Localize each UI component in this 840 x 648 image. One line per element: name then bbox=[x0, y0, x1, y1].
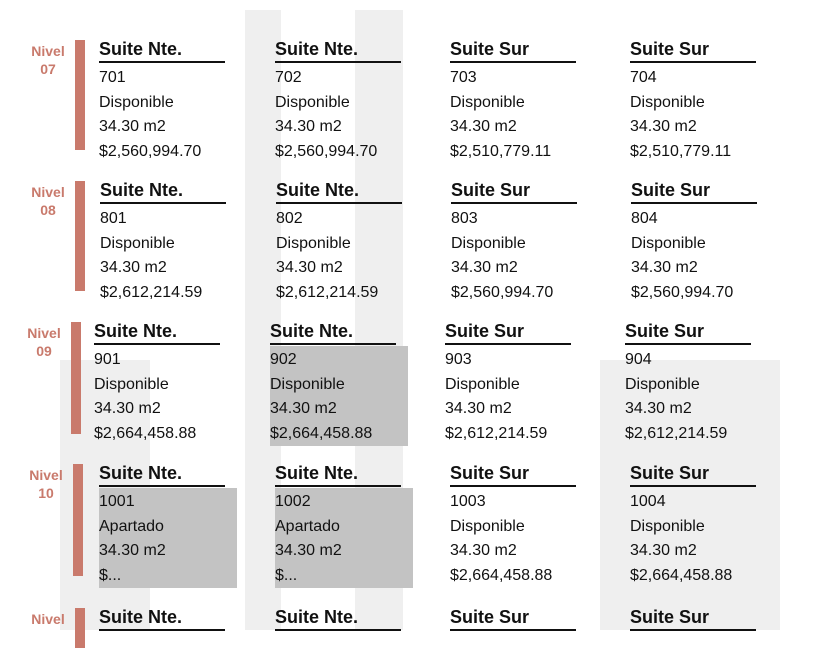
unit-details bbox=[630, 488, 768, 588]
unit-card[interactable] bbox=[631, 179, 769, 305]
unit-card[interactable] bbox=[450, 462, 588, 588]
unit-number: 703 bbox=[450, 69, 477, 86]
unit-price: $2,560,994.70 bbox=[631, 283, 734, 301]
level-label-number: 07 bbox=[40, 61, 56, 77]
unit-area: 34.30 m2 bbox=[99, 542, 166, 559]
level-label-word: Nivel bbox=[31, 43, 65, 59]
unit-price: $2,560,994.70 bbox=[275, 142, 378, 160]
unit-details bbox=[631, 205, 769, 305]
unit-number: 804 bbox=[631, 210, 658, 227]
unit-type-heading: Suite Nte. bbox=[99, 38, 225, 63]
unit-price: $2,664,458.88 bbox=[94, 424, 197, 442]
unit-card[interactable] bbox=[625, 320, 763, 446]
unit-number: 701 bbox=[99, 69, 126, 86]
unit-area: 34.30 m2 bbox=[99, 118, 166, 135]
unit-price: $2,664,458.88 bbox=[630, 566, 733, 584]
unit-card[interactable] bbox=[99, 462, 237, 588]
level-bar bbox=[75, 608, 85, 648]
unit-status: Disponible bbox=[450, 517, 525, 535]
unit-status: Disponible bbox=[625, 375, 700, 393]
unit-card[interactable] bbox=[630, 462, 768, 588]
unit-status: Disponible bbox=[276, 234, 351, 252]
unit-number: 1002 bbox=[275, 493, 311, 510]
unit-price: $2,612,214.59 bbox=[625, 424, 728, 442]
unit-details bbox=[450, 488, 588, 588]
unit-area: 34.30 m2 bbox=[445, 400, 512, 417]
unit-details bbox=[625, 346, 763, 446]
unit-details bbox=[99, 64, 237, 164]
level-label-word: Nivel bbox=[29, 467, 63, 483]
unit-type-heading: Suite Nte. bbox=[276, 179, 402, 204]
level-label bbox=[20, 610, 76, 628]
level-bar bbox=[71, 322, 81, 434]
unit-status: Apartado bbox=[99, 517, 164, 535]
unit-price: $... bbox=[99, 566, 122, 584]
unit-number: 801 bbox=[100, 210, 127, 227]
unit-number: 802 bbox=[276, 210, 303, 227]
unit-type-heading: Suite Nte. bbox=[99, 462, 225, 487]
unit-status: Disponible bbox=[450, 93, 525, 111]
unit-details bbox=[270, 346, 408, 446]
unit-card[interactable] bbox=[275, 606, 413, 631]
unit-area: 34.30 m2 bbox=[270, 400, 337, 417]
unit-details bbox=[275, 488, 413, 588]
level-label bbox=[18, 466, 74, 502]
unit-card[interactable] bbox=[630, 606, 768, 631]
unit-number: 903 bbox=[445, 351, 472, 368]
unit-price: $2,560,994.70 bbox=[99, 142, 202, 160]
unit-area: 34.30 m2 bbox=[450, 542, 517, 559]
unit-number: 803 bbox=[451, 210, 478, 227]
unit-number: 901 bbox=[94, 351, 121, 368]
unit-type-heading: Suite Nte. bbox=[275, 462, 401, 487]
level-label-number: 09 bbox=[36, 343, 52, 359]
unit-status: Apartado bbox=[275, 517, 340, 535]
unit-price: $2,612,214.59 bbox=[445, 424, 548, 442]
level-label-word: Nivel bbox=[31, 184, 65, 200]
unit-price: $2,664,458.88 bbox=[450, 566, 553, 584]
unit-number: 904 bbox=[625, 351, 652, 368]
unit-area: 34.30 m2 bbox=[631, 259, 698, 276]
unit-type-heading: Suite Nte. bbox=[270, 320, 396, 345]
unit-details bbox=[451, 205, 589, 305]
level-label bbox=[16, 324, 72, 360]
unit-card[interactable] bbox=[276, 179, 414, 305]
unit-number: 1003 bbox=[450, 493, 486, 510]
level-bar bbox=[73, 464, 83, 576]
unit-type-heading: Suite Nte. bbox=[100, 179, 226, 204]
unit-number: 704 bbox=[630, 69, 657, 86]
unit-area: 34.30 m2 bbox=[450, 118, 517, 135]
unit-type-heading: Suite Nte. bbox=[275, 606, 401, 631]
unit-area: 34.30 m2 bbox=[100, 259, 167, 276]
unit-details bbox=[450, 64, 588, 164]
unit-details bbox=[276, 205, 414, 305]
unit-price: $2,510,779.11 bbox=[630, 142, 732, 160]
unit-type-heading: Suite Nte. bbox=[275, 38, 401, 63]
unit-price: $2,560,994.70 bbox=[451, 283, 554, 301]
unit-card[interactable] bbox=[99, 38, 237, 164]
level-bar bbox=[75, 181, 85, 291]
unit-type-heading: Suite Sur bbox=[625, 320, 751, 345]
unit-type-heading: Suite Sur bbox=[630, 606, 756, 631]
unit-card[interactable] bbox=[445, 320, 583, 446]
unit-card[interactable] bbox=[450, 38, 588, 164]
unit-type-heading: Suite Sur bbox=[445, 320, 571, 345]
unit-status: Disponible bbox=[630, 93, 705, 111]
unit-card[interactable] bbox=[450, 606, 588, 631]
unit-status: Disponible bbox=[100, 234, 175, 252]
unit-card[interactable] bbox=[275, 38, 413, 164]
level-label-word: Nivel bbox=[31, 611, 65, 627]
unit-details bbox=[275, 64, 413, 164]
level-label bbox=[20, 42, 76, 78]
unit-area: 34.30 m2 bbox=[94, 400, 161, 417]
level-label bbox=[20, 183, 76, 219]
unit-details bbox=[94, 346, 232, 446]
unit-details bbox=[630, 64, 768, 164]
unit-status: Disponible bbox=[451, 234, 526, 252]
unit-type-heading: Suite Sur bbox=[631, 179, 757, 204]
unit-details bbox=[99, 488, 237, 588]
unit-area: 34.30 m2 bbox=[630, 542, 697, 559]
unit-number: 1001 bbox=[99, 493, 135, 510]
unit-number: 702 bbox=[275, 69, 302, 86]
unit-status: Disponible bbox=[631, 234, 706, 252]
unit-price: $2,664,458.88 bbox=[270, 424, 373, 442]
unit-area: 34.30 m2 bbox=[630, 118, 697, 135]
level-bar bbox=[75, 40, 85, 150]
unit-details bbox=[100, 205, 238, 305]
level-label-number: 10 bbox=[38, 485, 54, 501]
unit-status: Disponible bbox=[270, 375, 345, 393]
unit-details bbox=[445, 346, 583, 446]
unit-area: 34.30 m2 bbox=[276, 259, 343, 276]
unit-status: Disponible bbox=[275, 93, 350, 111]
unit-type-heading: Suite Nte. bbox=[99, 606, 225, 631]
unit-status: Disponible bbox=[99, 93, 174, 111]
unit-number: 1004 bbox=[630, 493, 666, 510]
unit-status: Disponible bbox=[94, 375, 169, 393]
level-label-word: Nivel bbox=[27, 325, 61, 341]
unit-area: 34.30 m2 bbox=[275, 542, 342, 559]
level-label-number: 08 bbox=[40, 202, 56, 218]
unit-price: $2,612,214.59 bbox=[276, 283, 379, 301]
unit-type-heading: Suite Sur bbox=[451, 179, 577, 204]
unit-type-heading: Suite Sur bbox=[450, 606, 576, 631]
unit-area: 34.30 m2 bbox=[451, 259, 518, 276]
unit-number: 902 bbox=[270, 351, 297, 368]
unit-price: $2,510,779.11 bbox=[450, 142, 552, 160]
unit-card[interactable] bbox=[100, 179, 238, 305]
unit-type-heading: Suite Nte. bbox=[94, 320, 220, 345]
unit-card[interactable] bbox=[451, 179, 589, 305]
unit-card[interactable] bbox=[275, 462, 413, 588]
unit-type-heading: Suite Sur bbox=[450, 462, 576, 487]
unit-price: $2,612,214.59 bbox=[100, 283, 203, 301]
unit-price: $... bbox=[275, 566, 298, 584]
unit-type-heading: Suite Sur bbox=[450, 38, 576, 63]
unit-card[interactable] bbox=[630, 38, 768, 164]
unit-card[interactable] bbox=[94, 320, 232, 446]
unit-type-heading: Suite Sur bbox=[630, 462, 756, 487]
unit-area: 34.30 m2 bbox=[625, 400, 692, 417]
unit-card[interactable] bbox=[270, 320, 408, 446]
unit-status: Disponible bbox=[445, 375, 520, 393]
unit-area: 34.30 m2 bbox=[275, 118, 342, 135]
unit-status: Disponible bbox=[630, 517, 705, 535]
unit-card[interactable] bbox=[99, 606, 237, 631]
unit-type-heading: Suite Sur bbox=[630, 38, 756, 63]
